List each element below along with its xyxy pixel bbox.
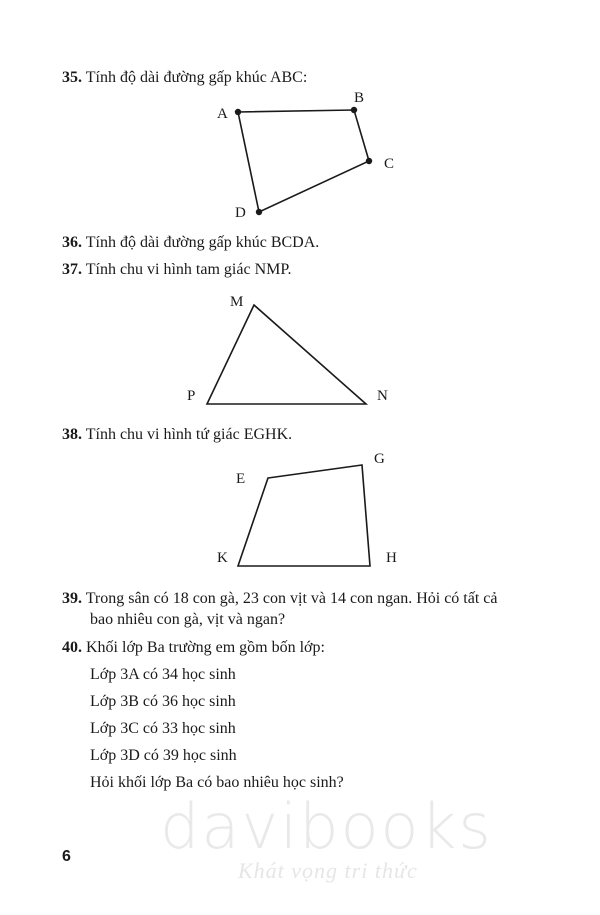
problem-number: 36.	[62, 234, 82, 251]
problem-text: Khối lớp Ba trường em gồm bốn lớp:	[86, 639, 325, 656]
point-c	[366, 158, 372, 164]
class-3c: Lớp 3C có 33 học sinh	[90, 720, 236, 737]
problem-40-question: Hỏi khối lớp Ba có bao nhiêu học sinh?	[90, 774, 344, 791]
problem-text: Tính độ dài đường gấp khúc ABC:	[85, 69, 308, 86]
problem-number: 37.	[62, 261, 82, 278]
problem-38	[62, 425, 292, 445]
label-p: P	[187, 388, 196, 404]
label-b: B	[354, 90, 365, 106]
problem-40	[62, 638, 325, 658]
page-number: 6	[62, 848, 71, 865]
label-a: A	[217, 106, 228, 122]
problem-39	[62, 589, 497, 609]
problem-number: 39.	[62, 590, 82, 607]
polyline-abcd	[238, 110, 369, 212]
label-e: E	[236, 471, 246, 487]
label-m: M	[230, 294, 244, 310]
problem-39-continued: bao nhiêu con gà, vịt và ngan?	[90, 611, 286, 628]
class-3d: Lớp 3D có 39 học sinh	[90, 747, 237, 764]
point-a	[235, 109, 241, 115]
problem-number: 38.	[62, 426, 82, 443]
class-3a: Lớp 3A có 34 học sinh	[90, 666, 236, 683]
problem-text-line1: Trong sân có 18 con gà, 23 con vịt và 14 con ngan. Hỏi có tất cả	[85, 590, 498, 607]
watermark-slogan: Khát vọng tri thức	[238, 858, 418, 883]
label-g: G	[374, 451, 385, 467]
problem-37	[62, 260, 291, 280]
class-3b: Lớp 3B có 36 học sinh	[90, 693, 236, 710]
problem-text: Tính độ dài đường gấp khúc BCDA.	[85, 234, 320, 251]
label-d: D	[235, 205, 246, 221]
problem-36	[62, 233, 319, 253]
label-h: H	[386, 550, 397, 566]
label-n: N	[377, 388, 388, 404]
triangle-nmp	[207, 305, 366, 404]
point-d	[256, 209, 262, 215]
problem-number: 40.	[62, 639, 82, 656]
quadrilateral-eghk	[238, 465, 370, 566]
problem-text: Tính chu vi hình tam giác NMP.	[85, 261, 292, 278]
label-c: C	[384, 156, 395, 172]
problem-number: 35.	[62, 69, 82, 86]
watermark-brand: davibooks	[160, 790, 493, 863]
label-k: K	[217, 550, 228, 566]
problem-text: Tính chu vi hình tứ giác EGHK.	[85, 426, 293, 443]
point-b	[351, 107, 357, 113]
